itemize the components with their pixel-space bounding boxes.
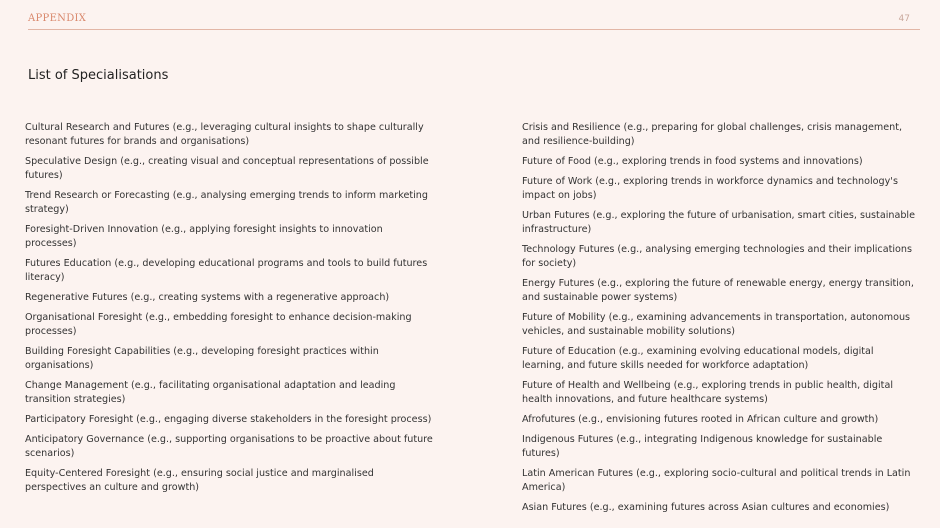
- list-item: Asian Futures (e.g., examining futures across Asian cultures and economies): [522, 502, 890, 513]
- page-number: 47: [898, 14, 910, 24]
- list-item: Futures Education (e.g., developing educational programs and tools to build futures literacy): [25, 258, 428, 283]
- list-item: Organisational Foresight (e.g., embedding foresight to enhance decision-making processes): [25, 312, 412, 337]
- list-item: Trend Research or Forecasting (e.g., analysing emerging trends to inform marketing strategy): [25, 190, 428, 215]
- specialisations-list-left: [25, 121, 435, 501]
- list-item: Future of Health and Wellbeing (e.g., exploring trends in public health, digital health innovations, and future healthcare systems): [522, 380, 893, 405]
- list-item: Regenerative Futures (e.g., creating systems with a regenerative approach): [25, 292, 390, 303]
- list-item: Future of Mobility (e.g., examining advancements in transportation, autonomous vehicles, and sustainable mobility solutions): [522, 312, 911, 337]
- list-item: Future of Food (e.g., exploring trends in food systems and innovations): [522, 156, 863, 167]
- section-label: APPENDIX: [28, 13, 87, 24]
- list-item: Latin American Futures (e.g., exploring socio-cultural and political trends in Latin America): [522, 468, 911, 493]
- list-item: Afrofutures (e.g., envisioning futures rooted in African culture and growth): [522, 414, 879, 425]
- list-item: Indigenous Futures (e.g., integrating Indigenous knowledge for sustainable futures): [522, 434, 883, 459]
- page-header: [28, 12, 920, 30]
- list-item: Future of Education (e.g., examining evolving educational models, digital learning, and future skills needed for workforce adaptation): [522, 346, 874, 371]
- list-item: Equity-Centered Foresight (e.g., ensuring social justice and marginalised perspectives an culture and growth): [25, 468, 374, 493]
- list-item: Foresight-Driven Innovation (e.g., applying foresight insights to innovation processes): [25, 224, 383, 249]
- list-item: Energy Futures (e.g., exploring the future of renewable energy, energy transition, and sustainable power systems): [522, 278, 914, 303]
- page-title: List of Specialisations: [28, 68, 169, 83]
- list-item: Building Foresight Capabilities (e.g., developing foresight practices within organisations): [25, 346, 379, 371]
- list-item: Change Management (e.g., facilitating organisational adaptation and leading transition strategies): [25, 380, 396, 405]
- list-item: Anticipatory Governance (e.g., supporting organisations to be proactive about future scenarios): [25, 434, 433, 459]
- list-item: Cultural Research and Futures (e.g., leveraging cultural insights to shape culturally resonant futures for brands and organisations): [25, 122, 424, 147]
- list-item: Technology Futures (e.g., analysing emerging technologies and their implications for society): [522, 244, 912, 269]
- list-item: Speculative Design (e.g., creating visual and conceptual representations of possible futures): [25, 156, 429, 181]
- specialisations-list-right: [522, 121, 918, 521]
- list-item: Urban Futures (e.g., exploring the future of urbanisation, smart cities, sustainable infrastructure): [522, 210, 915, 235]
- list-item: Future of Work (e.g., exploring trends in workforce dynamics and technology's impact on jobs): [522, 176, 898, 201]
- list-item: Participatory Foresight (e.g., engaging diverse stakeholders in the foresight process): [25, 414, 432, 425]
- list-item: Crisis and Resilience (e.g., preparing for global challenges, crisis management, and resilience-building): [522, 122, 903, 147]
